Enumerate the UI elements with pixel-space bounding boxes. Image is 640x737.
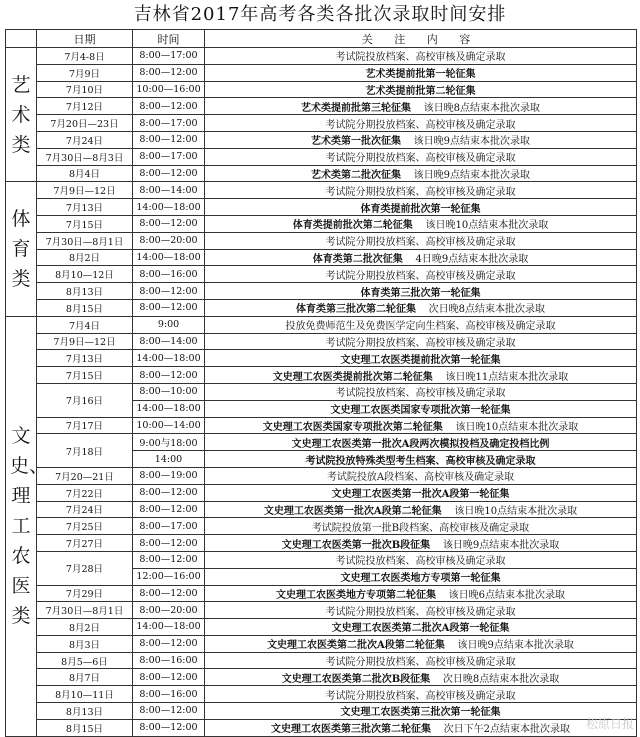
note-bold: 文史理工农医类第一批次A段第一轮征集 — [331, 489, 510, 501]
table-row — [6, 719, 637, 736]
table-row — [6, 350, 637, 367]
note-text: 4日晚9点结束本批次录取 — [415, 253, 529, 265]
note-cell — [205, 81, 637, 98]
table-row — [6, 232, 637, 249]
note-bold: 文史理工农医类第二批次A段第二轮征集 — [267, 640, 445, 652]
table-row — [6, 249, 637, 266]
date-cell: 7月13日 — [37, 199, 133, 216]
note-content — [341, 351, 501, 366]
table-row — [6, 215, 637, 232]
category-cell — [6, 48, 37, 182]
note-cell — [205, 551, 637, 568]
table-row — [6, 467, 637, 484]
table-row — [6, 199, 637, 216]
time-cell: 8:00—17:00 — [133, 115, 205, 132]
table-row — [6, 98, 637, 115]
note-content — [336, 552, 506, 567]
note-text: 考试院分期投放档案、高校审核及确定录取 — [325, 270, 516, 282]
header-category-cell — [6, 30, 37, 48]
header-row — [6, 30, 637, 48]
time-cell: 14:00—18:00 — [133, 619, 205, 636]
time-cell: 14:00—18:00 — [133, 400, 205, 417]
note-cell — [205, 148, 637, 165]
note-cell — [205, 451, 637, 468]
date-cell: 7月24日 — [37, 501, 133, 518]
date-cell: 7月24日 — [37, 131, 133, 148]
note-cell — [205, 299, 637, 316]
table-row — [6, 165, 637, 182]
note-content — [313, 250, 528, 265]
note-bold: 文史理工农医类第三批次第二轮征集 — [270, 724, 431, 736]
note-text: 考试院投放第一批B段档案、高校审核及确定录取 — [311, 522, 530, 534]
table-row — [6, 434, 637, 451]
table-row — [6, 81, 637, 98]
note-cell — [205, 182, 637, 199]
table-row — [6, 484, 637, 501]
date-cell: 7月30日—8月3日 — [37, 148, 133, 165]
note-text: 考试院分期投放档案、高校审核及确定录取 — [325, 606, 516, 618]
note-text: 该日晚8点结束本批次录取 — [423, 102, 541, 114]
note-content — [331, 401, 511, 416]
table-row — [6, 417, 637, 434]
table-row — [6, 333, 637, 350]
note-cell — [205, 568, 637, 585]
note-cell — [205, 283, 637, 300]
note-cell — [205, 535, 637, 552]
note-bold: 体育类第三批次第二轮征集 — [295, 304, 416, 316]
note-content — [271, 720, 570, 735]
table-row — [6, 182, 637, 199]
time-cell: 8:00—19:00 — [133, 467, 205, 484]
note-text: 次日晚8点结束本批次录取 — [442, 673, 560, 685]
time-cell: 8:00—16:00 — [133, 652, 205, 669]
note-text: 考试院投放档案、高校审核及确定录取 — [335, 556, 506, 568]
date-cell: 8月13日 — [37, 283, 133, 300]
note-bold: 文史理工农医类提前批次第一轮征集 — [340, 354, 501, 366]
table-row — [6, 383, 637, 400]
note-cell — [205, 703, 637, 720]
note-content — [276, 586, 565, 601]
note-text: 次日晚8点结束本批次录取 — [428, 304, 546, 316]
category-label: 体育类 — [11, 208, 31, 291]
note-cell — [205, 350, 637, 367]
table-row — [6, 635, 637, 652]
note-bold: 文史理工农医类地方专项第二轮征集 — [275, 589, 436, 601]
note-text: 考试院分期投放档案、高校审核及确定录取 — [325, 690, 516, 702]
note-text: 该日晚9点结束本批次录取 — [442, 539, 560, 551]
table-row — [6, 686, 637, 703]
time-cell: 12:00—16:00 — [133, 568, 205, 585]
note-text: 考试院分期投放档案、高校审核及确定录取 — [325, 237, 516, 249]
date-cell: 7月9日 — [37, 64, 133, 81]
date-cell: 8月13日 — [37, 703, 133, 720]
note-cell — [205, 333, 637, 350]
time-cell: 8:00—16:00 — [133, 266, 205, 283]
note-content — [301, 99, 540, 114]
note-content — [311, 166, 530, 181]
note-cell — [205, 467, 637, 484]
time-cell: 8:00—12:00 — [133, 299, 205, 316]
note-content — [326, 687, 516, 702]
category-label: 文史、理工农医类 — [10, 425, 49, 628]
note-cell — [205, 602, 637, 619]
note-content — [336, 384, 506, 399]
header-date: 日期 — [37, 30, 133, 48]
table-row — [6, 266, 637, 283]
page-title: 吉林省2017年高考各类各批次录取时间安排 — [133, 4, 507, 25]
note-text: 考试院分期投放档案、高校审核及确定录取 — [325, 337, 516, 349]
note-content — [282, 536, 560, 551]
note-cell — [205, 686, 637, 703]
time-cell: 8:00—12:00 — [133, 165, 205, 182]
date-cell: 7月25日 — [37, 518, 133, 535]
note-bold: 体育类第二批次征集 — [312, 253, 403, 265]
date-cell: 7月12日 — [37, 98, 133, 115]
date-cell: 7月13日 — [37, 350, 133, 367]
note-text: 该日晚9点结束本批次录取 — [457, 640, 574, 652]
note-cell — [205, 131, 637, 148]
note-text: 考试院投放A段档案、高校审核及确定录取 — [326, 472, 515, 484]
note-bold: 文史理工农医类地方专项第一轮征集 — [340, 573, 501, 585]
note-content — [326, 267, 516, 282]
note-bold: 艺术类第二批次征集 — [310, 169, 401, 181]
note-bold: 体育类提前批次第一轮征集 — [360, 203, 481, 215]
note-content — [332, 485, 510, 500]
date-cell: 7月28日 — [37, 551, 133, 585]
note-cell — [205, 719, 637, 736]
time-cell: 8:00—12:00 — [133, 98, 205, 115]
time-cell: 8:00—12:00 — [133, 367, 205, 384]
table-row — [6, 518, 637, 535]
note-bold: 考试院投放特殊类型考生档案、高校审核及确定录取 — [305, 455, 536, 467]
date-cell: 8月10—11日 — [37, 686, 133, 703]
note-cell — [205, 400, 637, 417]
table-row — [6, 703, 637, 720]
note-content — [366, 65, 476, 80]
time-cell: 8:00—12:00 — [133, 585, 205, 602]
note-text: 次日下午2点结束本批次录取 — [443, 724, 571, 736]
note-content — [326, 149, 516, 164]
note-content — [361, 200, 481, 215]
table-row — [6, 367, 637, 384]
date-cell: 8月10—12日 — [37, 266, 133, 283]
note-cell — [205, 249, 637, 266]
time-cell: 14:00—18:00 — [133, 199, 205, 216]
date-cell: 7月17日 — [37, 417, 133, 434]
note-content — [311, 132, 530, 147]
table-row — [6, 669, 637, 686]
note-content — [326, 233, 516, 248]
time-cell: 8:00—20:00 — [133, 232, 205, 249]
note-cell — [205, 484, 637, 501]
note-bold: 文史理工农医类国家专项批次第一轮征集 — [330, 405, 511, 417]
note-cell — [205, 367, 637, 384]
time-cell: 8:00—12:00 — [133, 703, 205, 720]
date-cell: 7月30日—8月1日 — [37, 232, 133, 249]
header-note-cell — [205, 30, 637, 48]
date-cell: 7月9日—12日 — [37, 333, 133, 350]
date-cell: 8月15日 — [37, 719, 133, 736]
date-cell: 7月9日—12日 — [37, 182, 133, 199]
note-content — [263, 418, 578, 433]
table-row — [6, 131, 637, 148]
date-cell: 7月29日 — [37, 585, 133, 602]
note-bold: 艺术类提前批第三轮征集 — [300, 102, 411, 114]
date-cell: 7月16日 — [37, 383, 133, 417]
note-cell — [205, 585, 637, 602]
date-cell: 8月2日 — [37, 249, 133, 266]
date-cell: 8月15日 — [37, 299, 133, 316]
date-cell: 7月4日 — [37, 316, 133, 333]
date-cell: 7月30日—8月1日 — [37, 602, 133, 619]
note-bold: 文史理工农医类第三批次第一轮征集 — [340, 707, 501, 719]
note-text: 该日晚10点结束本批次录取 — [455, 421, 579, 433]
time-cell: 10:00—16:00 — [133, 81, 205, 98]
date-cell: 8月4日 — [37, 165, 133, 182]
note-content — [327, 468, 514, 483]
date-cell: 8月2日 — [37, 619, 133, 636]
date-cell: 8月3日 — [37, 635, 133, 652]
time-cell: 14:00—18:00 — [133, 249, 205, 266]
table-row — [6, 652, 637, 669]
note-cell — [205, 518, 637, 535]
note-cell — [205, 199, 637, 216]
note-bold: 艺术类提前批第二轮征集 — [365, 85, 476, 97]
table-row — [6, 619, 637, 636]
date-cell: 7月4-8日 — [37, 48, 133, 65]
note-content — [273, 368, 568, 383]
time-cell: 8:00—12:00 — [133, 484, 205, 501]
date-cell: 7月15日 — [37, 215, 133, 232]
note-bold: 文史理工农医类第一批次B段征集 — [281, 539, 431, 551]
time-cell: 8:00—17:00 — [133, 48, 205, 65]
date-cell: 7月15日 — [37, 367, 133, 384]
note-cell — [205, 165, 637, 182]
time-cell: 8:00—14:00 — [133, 333, 205, 350]
note-bold: 艺术类提前批第一轮征集 — [365, 69, 476, 81]
note-cell — [205, 232, 637, 249]
note-cell — [205, 434, 637, 451]
time-cell: 8:00—14:00 — [133, 182, 205, 199]
table-row — [6, 283, 637, 300]
note-content — [282, 670, 560, 685]
time-cell: 8:00—12:00 — [133, 131, 205, 148]
note-bold: 文史理工农医类第一批次A段两次模拟投档及确定投档比例 — [291, 438, 550, 450]
date-cell: 7月20日—23日 — [37, 115, 133, 132]
date-cell: 8月7日 — [37, 669, 133, 686]
note-text: 考试院分期投放档案、高校审核及确定录取 — [325, 657, 516, 669]
note-bold: 文史理工农医类国家专项批次第二轮征集 — [262, 421, 443, 433]
time-cell: 8:00—12:00 — [133, 551, 205, 568]
table-row — [6, 148, 637, 165]
note-text: 该日晚9点结束本批次录取 — [413, 136, 531, 148]
note-cell — [205, 383, 637, 400]
time-cell: 8:00—12:00 — [133, 283, 205, 300]
note-bold: 体育类第三批次第一轮征集 — [360, 287, 481, 299]
header-time: 时间 — [133, 30, 205, 48]
note-content — [326, 653, 516, 668]
note-content — [306, 452, 536, 467]
note-content — [341, 703, 501, 718]
note-cell — [205, 619, 637, 636]
note-bold: 文史理工农医类第一批次A段第二轮征集 — [263, 505, 442, 517]
date-cell: 7月10日 — [37, 81, 133, 98]
date-cell: 7月27日 — [37, 535, 133, 552]
note-text: 考试院分期投放档案、高校审核及确定录取 — [325, 119, 516, 131]
time-cell: 10:00—14:00 — [133, 417, 205, 434]
table-row — [6, 316, 637, 333]
time-cell: 8:00—12:00 — [133, 535, 205, 552]
table-row — [6, 551, 637, 568]
category-cell — [6, 182, 37, 316]
schedule-table — [5, 29, 637, 737]
note-cell — [205, 501, 637, 518]
note-text: 投放免费师范生及免费医学定向生档案、高校审核及确定录取 — [285, 321, 556, 333]
date-cell: 7月20—21日 — [37, 467, 133, 484]
note-bold: 文史理工农医类第二批次B段征集 — [281, 673, 431, 685]
note-bold: 艺术类第一批次征集 — [310, 136, 401, 148]
time-cell: 8:00—17:00 — [133, 148, 205, 165]
note-text: 该日晚10点结束本批次录取 — [454, 505, 578, 517]
category-cell — [6, 316, 49, 736]
note-content — [326, 116, 516, 131]
note-content — [341, 569, 501, 584]
note-bold: 文史理工农医类提前批次第二轮征集 — [272, 371, 433, 383]
time-cell: 8:00—12:00 — [133, 719, 205, 736]
note-cell — [205, 417, 637, 434]
note-cell — [205, 64, 637, 81]
time-cell: 8:00—17:00 — [133, 518, 205, 535]
note-content — [264, 502, 577, 517]
note-content — [267, 636, 574, 651]
header-note: 关 注 内 容 — [361, 32, 480, 46]
date-cell: 7月22日 — [37, 484, 133, 501]
time-cell: 8:00—12:00 — [133, 501, 205, 518]
note-content — [286, 317, 556, 332]
note-content — [336, 48, 506, 63]
note-cell — [205, 98, 637, 115]
note-bold: 文史理工农医类第二批次A段第一轮征集 — [331, 623, 510, 635]
time-cell: 8:00—12:00 — [133, 669, 205, 686]
note-cell — [205, 266, 637, 283]
table-row — [6, 602, 637, 619]
note-content — [326, 183, 516, 198]
note-content — [361, 284, 481, 299]
time-cell: 14:00 — [133, 451, 205, 468]
note-content — [296, 300, 545, 315]
date-cell: 7月18日 — [37, 434, 133, 468]
table-row — [6, 64, 637, 81]
note-text: 考试院投放档案、高校审核及确定录取 — [335, 52, 506, 64]
time-cell: 8:00—12:00 — [133, 64, 205, 81]
note-content — [326, 603, 516, 618]
table-row — [6, 535, 637, 552]
note-text: 该日晚11点结束本批次录取 — [445, 371, 569, 383]
time-cell: 8:00—12:00 — [133, 215, 205, 232]
note-content — [312, 519, 529, 534]
note-cell — [205, 215, 637, 232]
time-cell: 9:00 — [133, 316, 205, 333]
table-row — [6, 48, 637, 65]
note-cell — [205, 48, 637, 65]
table-row — [6, 299, 637, 316]
note-cell — [205, 669, 637, 686]
note-content — [326, 334, 516, 349]
note-text: 考试院分期投放档案、高校审核及确定录取 — [325, 186, 516, 198]
time-cell: 9:00与18:00 — [133, 434, 205, 451]
time-cell: 8:00—16:00 — [133, 686, 205, 703]
time-cell: 14:00—18:00 — [133, 350, 205, 367]
note-text: 考试院投放档案、高校审核及确定录取 — [335, 388, 506, 400]
table-row — [6, 115, 637, 132]
note-cell — [205, 115, 637, 132]
note-bold: 体育类提前批次第二轮征集 — [292, 220, 413, 232]
note-content — [332, 619, 510, 634]
time-cell: 8:00—20:00 — [133, 602, 205, 619]
category-label: 艺术类 — [11, 73, 31, 156]
note-text: 该日晚6点结束本批次录取 — [448, 589, 566, 601]
note-cell — [205, 316, 637, 333]
note-content — [293, 216, 548, 231]
note-content — [292, 435, 550, 450]
time-cell: 8:00—10:00 — [133, 383, 205, 400]
note-cell — [205, 652, 637, 669]
note-text: 该日晚9点结束本批次录取 — [413, 169, 531, 181]
table-row — [6, 585, 637, 602]
note-text: 该日晚10点结束本批次录取 — [425, 220, 549, 232]
note-cell — [205, 635, 637, 652]
date-cell: 8月5—6日 — [37, 652, 133, 669]
watermark-label: 松原日报 — [585, 717, 634, 731]
note-content — [366, 82, 476, 97]
note-text: 考试院分期投放档案、高校审核及确定录取 — [325, 153, 516, 165]
time-cell: 8:00—12:00 — [133, 635, 205, 652]
table-row — [6, 501, 637, 518]
